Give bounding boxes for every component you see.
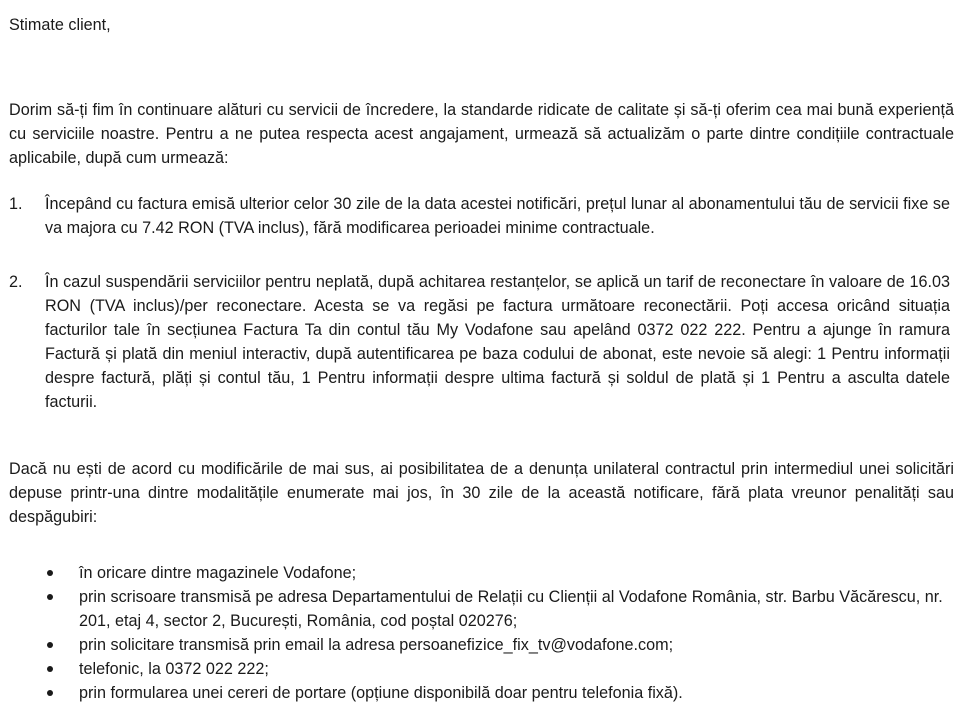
list-item-text: prin scrisoare transmisă pe adresa Departamentului de Relații cu Clienții al Vodafone România, str. Barbu Văcărescu, nr. 201, etaj 4, sector 2, București, România, cod poștal 020276; <box>79 588 943 630</box>
item-number: 1. <box>9 195 23 213</box>
list-item-text: prin formularea unei cereri de portare (opțiune disponibilă doar pentru telefonia fixă). <box>79 684 683 702</box>
bullet-icon <box>47 594 53 600</box>
list-item <box>9 585 954 633</box>
bullet-icon <box>47 570 53 576</box>
numbered-item <box>9 192 954 240</box>
item-text: În cazul suspendării serviciilor pentru neplată, după achitarea restanțelor, se aplică un tarif de reconectare în valoare de 16.03 RON (TVA inclus)/per reconectare. Acesta se va regăsi pe factura următoare reconectării. Poți accesa oricând situația facturilor tale în secțiunea Factura Ta din contul tău My Vodafone sau apelând 0372 022 222. Pentru a ajunge în ramura Factură și plată din meniul interactiv, după autentificarea pe baza codului de abonat, este nevoie să alegi: 1 Pentru informații despre factură, plăți și contul tău, 1 Pentru informații despre ultima factură și soldul de plată și 1 Pentru a asculta datele facturii. <box>45 273 950 411</box>
list-item <box>9 681 954 705</box>
list-item-text: prin solicitare transmisă prin email la adresa persoanefizice_fix_tv@vodafone.com; <box>79 636 674 654</box>
numbered-item <box>9 270 954 414</box>
salutation: Stimate client, <box>9 16 111 34</box>
list-item-text: în oricare dintre magazinele Vodafone; <box>79 564 357 582</box>
list-item <box>9 561 954 585</box>
bullet-icon <box>47 666 53 672</box>
closing-paragraph: Dacă nu ești de acord cu modificările de mai sus, ai posibilitatea de a denunța unilateral contractul prin intermediul unei solicitări depuse printr-una dintre modalitățile enumerate mai jos, în 30 zile de la această notificare, fără plata vreunor penalități sau despăgubiri: <box>9 460 954 526</box>
intro-paragraph: Dorim să-ți fim în continuare alături cu servicii de încredere, la standarde ridicate de calitate și să-ți oferim cea mai bună experiență cu serviciile noastre. Pentru a ne putea respecta acest angajament, urmează să actualizăm o parte dintre condițiile contractuale aplicabile, după cum urmează: <box>9 101 954 167</box>
item-number: 2. <box>9 273 23 291</box>
list-item-text: telefonic, la 0372 022 222; <box>79 660 269 678</box>
bullet-icon <box>47 690 53 696</box>
bullet-icon <box>47 642 53 648</box>
list-item <box>9 657 954 681</box>
item-text: Începând cu factura emisă ulterior celor 30 zile de la data acestei notificări, prețul lunar al abonamentului tău de servicii fixe se va majora cu 7.42 RON (TVA inclus), fără modificarea perioadei minime contractuale. <box>45 195 950 237</box>
termination-methods-list <box>9 561 954 705</box>
list-item <box>9 633 954 657</box>
